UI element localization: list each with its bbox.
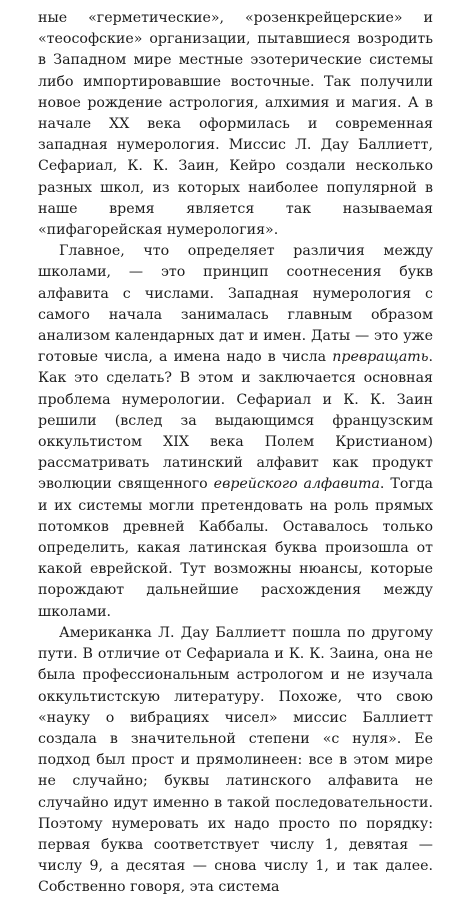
p1-run-0: ные «герметические», «розенкрейцерские» и «теософские» организации, пытавшиеся возродить в Западном мире местные эзотерические системы либо импортировавшие восточные. Так получили новое рождение астрология, алхимия и магия. А в начале XX века оформилась и современная западная нумерология. Миссис Л. Дау Баллиетт, Сефариал, К. К. Заин, Кейро создали несколько разных школ, из которых наиболее популярной в наше время является так называемая «пифагорейская нумерология». bbox=[38, 10, 433, 239]
p2-run-0: Главное, что определяет различия между школами, — это принцип соотнесения букв алфавита с числами. Западная нумерология с самого начала занималась главным образом анализом календарных дат и имен. Даты — это уже готовые числа, а имена надо в числа bbox=[38, 243, 433, 366]
p2-run-3-italic: еврейского алфавита bbox=[213, 476, 380, 493]
p2-run-1-italic: превращать bbox=[332, 349, 429, 366]
paragraph-2 bbox=[38, 241, 433, 623]
p2-run-4: . Тогда и их системы могли претендовать на роль прямых потомков древней Каббалы. Оставалось только определить, какая латинская буква произошла от какой еврейской. Тут возможны нюансы, которые порождают дальнейшие расхождения между школами. bbox=[38, 476, 434, 620]
paragraph-1 bbox=[38, 8, 433, 241]
p2-run-2: . Как это сделать? В этом и заключается основная проблема нумерологии. Сефариал и К. К. Заин решили (вслед за выдающимся французским оккультистом XIX века Полем Кристианом) рассматривать латинский алфавит как продукт эволюции священного bbox=[38, 349, 433, 493]
document-page bbox=[38, 8, 433, 899]
paragraph-3 bbox=[38, 623, 433, 899]
p3-run-0: Американка Л. Дау Баллиетт пошла по другому пути. В отличие от Сефариала и К. К. Заина, она не была профессиональным астрологом и не изучала оккультистскую литературу. Похоже, что свою «науку о вибрациях чисел» миссис Баллиетт создала в значительной степени «с нуля». Ее подход был прост и прямолинеен: все в этом мире не случайно; буквы латинского алфавита не случайно идут именно в такой последовательности. Поэтому нумеровать их надо просто по порядку: первая буква соответствует числу 1, девятая — числу 9, а десятая — снова числу 1, и так далее. Собственно говоря, эта система bbox=[38, 624, 433, 896]
